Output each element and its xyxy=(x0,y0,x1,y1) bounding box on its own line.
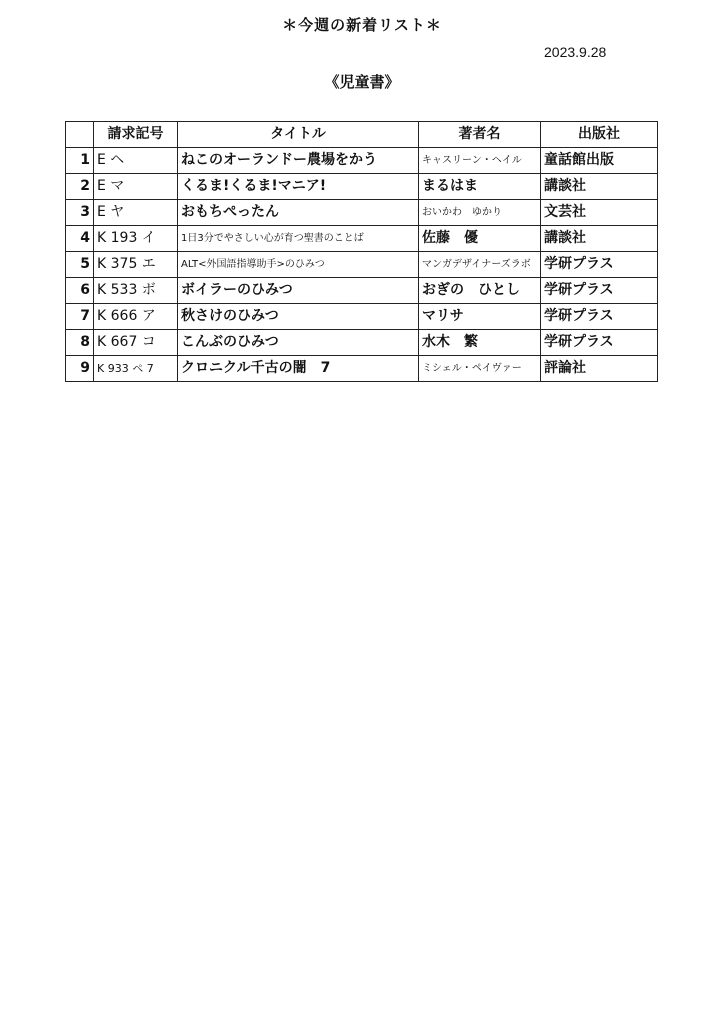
table-row xyxy=(66,252,658,278)
header-author: 著者名 xyxy=(419,122,541,148)
publisher-name: 学研プラス xyxy=(541,330,658,356)
author-name: 水木 繁 xyxy=(419,330,541,356)
author-name: 佐藤 優 xyxy=(419,226,541,252)
author-name: おいかわ ゆかり xyxy=(419,200,541,226)
author-name: キャスリーン・ヘイル xyxy=(419,148,541,174)
table-row xyxy=(66,304,658,330)
table-row xyxy=(66,278,658,304)
row-number: 7 xyxy=(66,304,94,330)
publisher-name: 講談社 xyxy=(541,226,658,252)
call-number: K 193 イ xyxy=(94,226,178,252)
author-name: マリサ xyxy=(419,304,541,330)
table-row xyxy=(66,226,658,252)
row-number: 3 xyxy=(66,200,94,226)
author-name: ミシェル・ペイヴァー xyxy=(419,356,541,382)
book-title: ボイラーのひみつ xyxy=(178,278,419,304)
book-title: こんぶのひみつ xyxy=(178,330,419,356)
row-number: 9 xyxy=(66,356,94,382)
table-row xyxy=(66,200,658,226)
call-number: E ヘ xyxy=(94,148,178,174)
book-title: 1日3分でやさしい心が育つ聖書のことば xyxy=(178,226,419,252)
table-row xyxy=(66,174,658,200)
publisher-name: 学研プラス xyxy=(541,304,658,330)
book-title: ALT<外国語指導助手>のひみつ xyxy=(178,252,419,278)
author-name: まるはま xyxy=(419,174,541,200)
row-number: 1 xyxy=(66,148,94,174)
publisher-name: 評論社 xyxy=(541,356,658,382)
header-title: タイトル xyxy=(178,122,419,148)
call-number: K 667 コ xyxy=(94,330,178,356)
publisher-name: 講談社 xyxy=(541,174,658,200)
author-name: おぎの ひとし xyxy=(419,278,541,304)
header-call-number: 請求記号 xyxy=(94,122,178,148)
publisher-name: 文芸社 xyxy=(541,200,658,226)
page-title: ＊今週の新着リスト＊ xyxy=(282,16,442,34)
call-number: K 666 ア xyxy=(94,304,178,330)
row-number: 5 xyxy=(66,252,94,278)
book-title: おもちぺったん xyxy=(178,200,419,226)
table-row xyxy=(66,330,658,356)
table-row xyxy=(66,356,658,382)
header-publisher: 出版社 xyxy=(541,122,658,148)
call-number: K 375 エ xyxy=(94,252,178,278)
book-title: クロニクル千古の闇 7 xyxy=(178,356,419,382)
row-number: 4 xyxy=(66,226,94,252)
table-row xyxy=(66,148,658,174)
publisher-name: 童話館出版 xyxy=(541,148,658,174)
book-title: ねこのオーランドー農場をかう xyxy=(178,148,419,174)
table-header-row xyxy=(66,122,658,148)
call-number: E ヤ xyxy=(94,200,178,226)
new-books-table xyxy=(65,121,658,382)
call-number: K 933 ペ 7 xyxy=(94,356,178,382)
call-number: E マ xyxy=(94,174,178,200)
call-number: K 533 ボ xyxy=(94,278,178,304)
section-heading: 《児童書》 xyxy=(324,73,400,91)
publisher-name: 学研プラス xyxy=(541,278,658,304)
row-number: 6 xyxy=(66,278,94,304)
book-title: 秋さけのひみつ xyxy=(178,304,419,330)
row-number: 2 xyxy=(66,174,94,200)
publisher-name: 学研プラス xyxy=(541,252,658,278)
author-name: マンガデザイナーズラボ xyxy=(419,252,541,278)
header-number xyxy=(66,122,94,148)
row-number: 8 xyxy=(66,330,94,356)
book-title: くるま!くるま!マニア! xyxy=(178,174,419,200)
list-date: 2023.9.28 xyxy=(544,44,607,60)
